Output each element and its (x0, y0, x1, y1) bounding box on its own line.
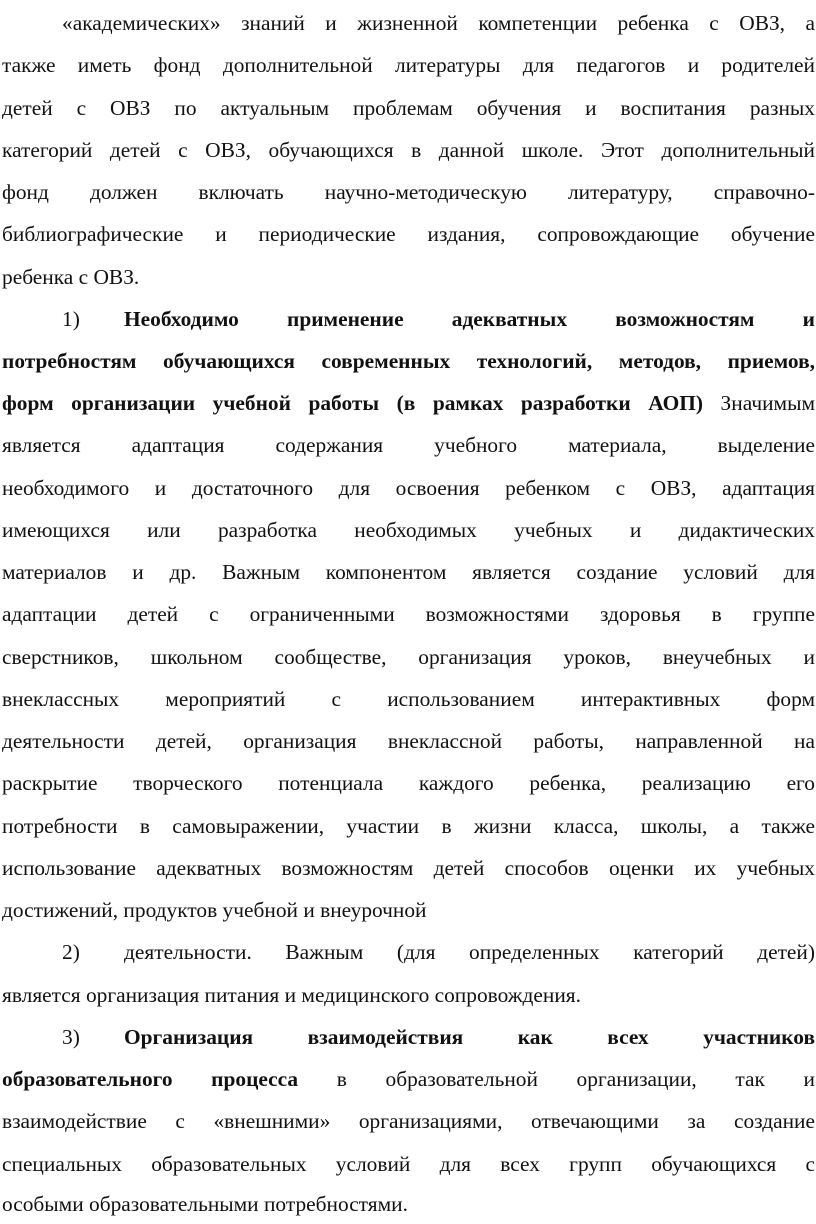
paragraph-line: деятельности. Важным (для определенных категорий детей) (124, 940, 815, 964)
paragraph-line: библиографические и периодические издания, сопровождающие обучение (2, 222, 815, 246)
paragraph-line: раскрытие творческого потенциала каждого ребенка, реализацию его (2, 771, 815, 795)
section-heading: форм организации учебной работы (в рамках разработки АОП) (2, 391, 703, 415)
paragraph-line: категорий детей с ОВЗ, обучающихся в данной школе. Этот дополнительный (2, 138, 815, 162)
paragraph-line: взаимодействие с «внешними» организациями, отвечающими за создание (2, 1109, 815, 1133)
mixed-line (2, 1064, 815, 1094)
section-heading: Организация взаимодействия как всех участников (124, 1025, 815, 1049)
paragraph-text: в образовательной организации, так и (298, 1067, 815, 1091)
paragraph-line: деятельности детей, организация внеклассной работы, направленной на (2, 729, 815, 753)
mixed-line (2, 388, 815, 418)
paragraph-line: потребности в самовыражении, участии в жизни класса, школы, а также (2, 814, 815, 838)
paragraph-line: специальных образовательных условий для всех групп обучающихся с (2, 1152, 815, 1176)
section-heading: Необходимо применение адекватных возможностям и (124, 307, 815, 331)
section-heading: потребностям обучающихся современных технологий, методов, приемов, (2, 349, 815, 373)
paragraph-line: имеющихся или разработка необходимых учебных и дидактических (2, 518, 815, 542)
paragraph-line: «академических» знаний и жизненной компетенции ребенка с ОВЗ, а (62, 11, 815, 35)
paragraph-line: детей с ОВЗ по актуальным проблемам обучения и воспитания разных (2, 96, 815, 120)
list-number: 3) (62, 1025, 80, 1049)
paragraph-text: Значимым (703, 391, 815, 415)
paragraph-line: материалов и др. Важным компонентом является создание условий для (2, 560, 815, 584)
paragraph-line: внеклассных мероприятий с использованием интерактивных форм (2, 687, 815, 711)
paragraph-line: достижений, продуктов учебной и внеурочной (2, 898, 427, 922)
paragraph-line: необходимого и достаточного для освоения ребенком с ОВЗ, адаптация (2, 476, 815, 500)
paragraph-line: использование адекватных возможностям детей способов оценки их учебных (2, 856, 815, 880)
paragraph-line: фонд должен включать научно-методическую литературу, справочно- (2, 180, 815, 204)
paragraph-line: ребенка с ОВЗ. (2, 265, 140, 289)
paragraph-line: является организация питания и медицинского сопровождения. (2, 983, 581, 1007)
paragraph-line: также иметь фонд дополнительной литературы для педагогов и родителей (2, 53, 815, 77)
paragraph-line: сверстников, школьном сообществе, организация уроков, внеучебных и (2, 645, 815, 669)
section-heading: образовательного процесса (2, 1067, 299, 1091)
paragraph-line: особыми образовательными потребностями. (2, 1192, 408, 1216)
list-number: 2) (62, 940, 80, 964)
list-number: 1) (62, 307, 80, 331)
paragraph-line: адаптации детей с ограниченными возможностями здоровья в группе (2, 602, 815, 626)
paragraph-line: является адаптация содержания учебного материала, выделение (2, 433, 815, 457)
